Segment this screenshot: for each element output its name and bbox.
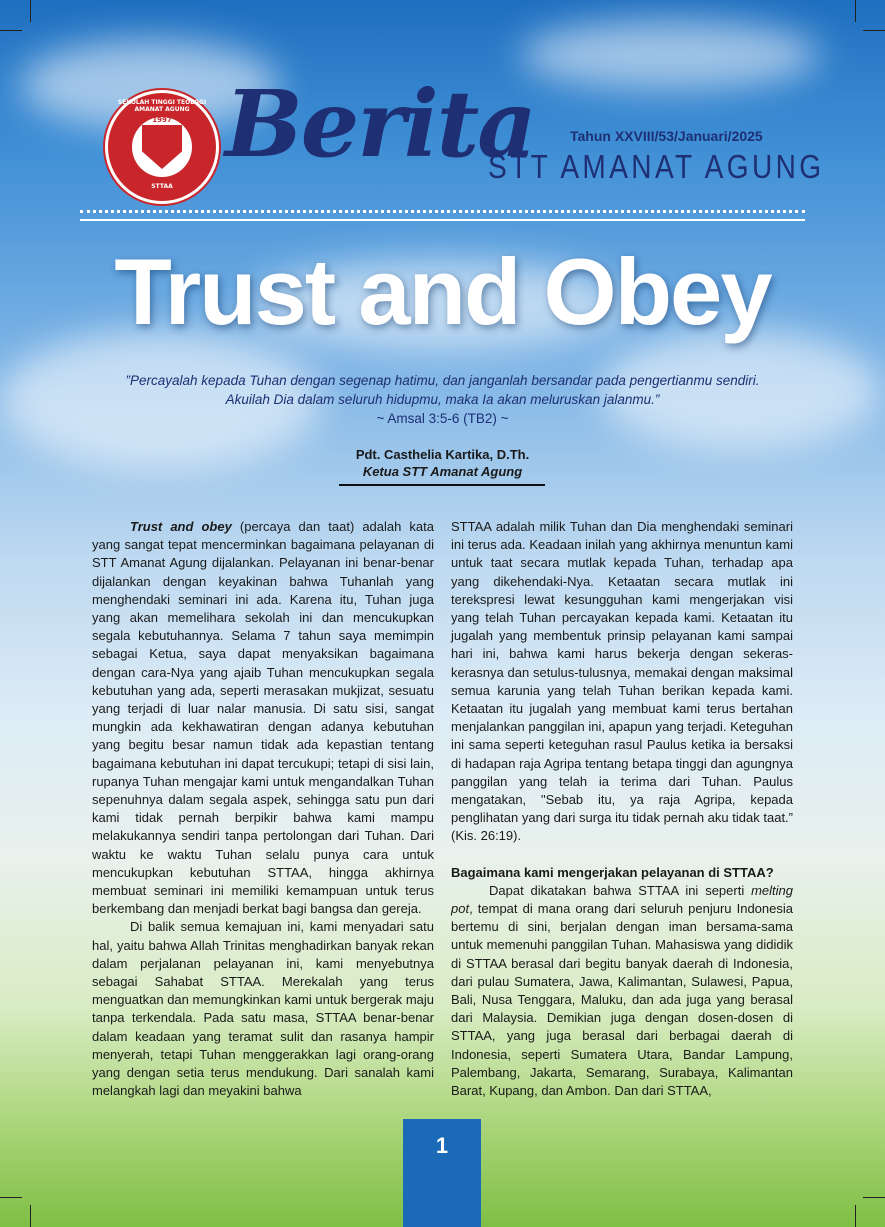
crop-mark — [30, 0, 31, 22]
paragraph: Di balik semua kemajuan ini, kami menyadari satu hal, yaitu bahwa Allah Trinitas menghadirkan banyak rekan dalam perjalanan pelayanan ini, kami menyebutnya sebagai Sahabat STTAA. Merekalah yang terus menguatkan dan memungkinkan kami untuk bergerak maju tanpa terkendala. Pada satu masa, STTAA benar-benar dalam keadaan yang teramat sulit dan rasanya hampir menyerah, tetapi Tuhan menggerakkan lagi orang-orang yang dengan setia terus mendukung. Dari sanalah kami melangkah lagi dan meyakini bahwa — [92, 919, 434, 1099]
logo-year: 1997 — [152, 116, 172, 124]
crop-mark — [863, 30, 885, 31]
paragraph — [451, 882, 793, 1100]
cloud — [520, 20, 820, 90]
spacer — [451, 846, 793, 864]
article-column-left — [92, 518, 434, 1101]
logo-badge: STTAA — [151, 183, 173, 190]
crop-mark — [0, 1197, 22, 1198]
author-block — [300, 446, 585, 480]
lead-phrase: Trust and obey — [130, 519, 232, 534]
crop-mark — [855, 1205, 856, 1227]
masthead-title: Berita — [225, 70, 535, 178]
scripture-quote — [60, 371, 825, 428]
quote-line-2: Akuilah Dia dalam seluruh hidupmu, maka Ia akan meluruskan jalanmu.” — [225, 392, 660, 407]
header-divider — [80, 219, 805, 221]
author-name: Pdt. Casthelia Kartika, D.Th. — [355, 447, 530, 462]
page-number: 1 — [435, 1133, 449, 1158]
paragraph — [92, 518, 434, 918]
paragraph-text: Dapat dikatakan bahwa STTAA ini seperti — [489, 882, 752, 898]
crop-mark — [0, 30, 22, 31]
author-underline — [339, 484, 545, 486]
crop-mark — [855, 0, 856, 22]
shield-icon — [142, 125, 182, 169]
crop-mark — [30, 1205, 31, 1227]
paragraph: STTAA adalah milik Tuhan dan Dia menghendaki seminari ini terus ada. Keadaan inilah yang akhirnya menuntun kami untuk taat secara mutlak kepada Tuhan, terhadap apa yang dikehendaki-Nya. Ketaatan secara mutlak ini terekspresi lewat kesungguhan kami mengerjakan visi yang telah Tuhan percayakan kepada kami. Ketaatan itu jugalah yang membentuk prinsip pelayanan kami sampai hari ini, bahwa kami harus bekerja dengan sekeras-kerasnya dan setulus-tulusnya, memakai dengan maksimal semua karunia yang telah Tuhan berikan kepada kami. Ketaatan itu jugalah yang membuat kami terus bertahan menjalankan panggilan ini, apapun yang terjadi. Keteguhan ini sama seperti keteguhan rasul Paulus ketika ia bersaksi di hadapan raja Agripa tentang betapa tinggi dan agungnya panggilan yang telah ia terima dari Tuhan. Paulus mengatakan, "Sebab itu, ya raja Agripa, kepada penglihatan yang dari surga itu tidak pernah aku tidak taat.” (Kis. 26:19). — [451, 519, 793, 844]
article-column-right — [451, 518, 793, 1100]
section-heading: Bagaimana kami mengerjakan pelayanan di STTAA? — [451, 864, 774, 880]
header-dotted-divider — [80, 210, 805, 213]
emphasis: melting pot — [451, 882, 793, 917]
page-number-box — [403, 1119, 481, 1227]
edition-info: Tahun XXVIII/53/Januari/2025 — [570, 128, 763, 144]
paragraph-text: , tempat di mana orang dari seluruh penjuru Indonesia bertemu di sini, berjalan dengan iman bersama-sama untuk memenuhi panggilan Tuhan. Mahasiswa yang dididik di STTAA berasal dari begitu banyak daerah di Indonesia, dari pulau Sumatera, Jawa, Kalimantan, Sulawesi, Papua, Bali, Nusa Tenggara, Maluku, dan ada juga yang berasal dari Malaysia. Demikian juga dengan dosen-dosen di STTAA, yang juga berasal dari berbagai daerah di Indonesia, seperti Sumatera Utara, Bandar Lampung, Palembang, Jakarta, Semarang, Surabaya, Kalimantan Barat, Kupang, dan Ambon. Dan dari STTAA, — [451, 901, 793, 1099]
logo-ring-text: SEKOLAH TINGGI TEOLOGI AMANAT AGUNG — [117, 99, 207, 113]
quote-line-1: ”Percayalah kepada Tuhan dengan segenap hatimu, dan janganlah bersandar pada pengertianmu sendiri. — [125, 373, 760, 388]
masthead-subtitle: STT AMANAT AGUNG — [488, 148, 825, 185]
crop-mark — [863, 1197, 885, 1198]
sttaa-logo — [105, 90, 219, 204]
article-title: Trust and Obey — [114, 239, 771, 344]
quote-reference: ~ Amsal 3:5-6 (TB2) ~ — [376, 411, 509, 426]
logo-inner — [132, 117, 192, 177]
paragraph-text: (percaya dan taat) adalah kata yang sangat tepat mencerminkan bagaimana pelayanan di STT Amanat Agung dijalankan. Pelayanan ini benar-benar dijalankan dengan keyakinan bahwa Tuhanlah yang menghendaki seminari ini ada. Karena itu, Tuhan juga yang akan memelihara sekolah ini dan mencukupkan segala kebutuhannya. Selama 7 tahun saya memimpin sebagai Ketua, saya dapat menyaksikan bagaimana dengan cara-Nya yang ajaib Tuhan mencukupkan segala kebutuhan yang ada, seperti merasakan mukjizat, sesuatu yang terjadi di luar nalar manusia. Di satu sisi, sangat mungkin ada kekhawatiran dengan adanya kebutuhan yang begitu besar namun tidak ada kepastian tentang bagaimana kebutuhan ini dapat tercukupi; tetapi di sisi lain, rupanya Tuhan mengajar kami untuk mengandalkan Tuhan sepenuhnya dalam segala aspek, sehingga satu pun dari kami tidak pernah berpikir bahwa kami mampu melakukannya sendiri tanpa pertolongan dari Tuhan. Dari waktu ke waktu Tuhan selalu punya cara untuk mencukupkan kebutuhan STTAA, hingga akhirnya membuat seminari ini memiliki kemampuan untuk terus berkembang dan menjadi berkat bagi bangsa dan gereja. — [92, 519, 434, 917]
author-role: Ketua STT Amanat Agung — [362, 464, 523, 479]
